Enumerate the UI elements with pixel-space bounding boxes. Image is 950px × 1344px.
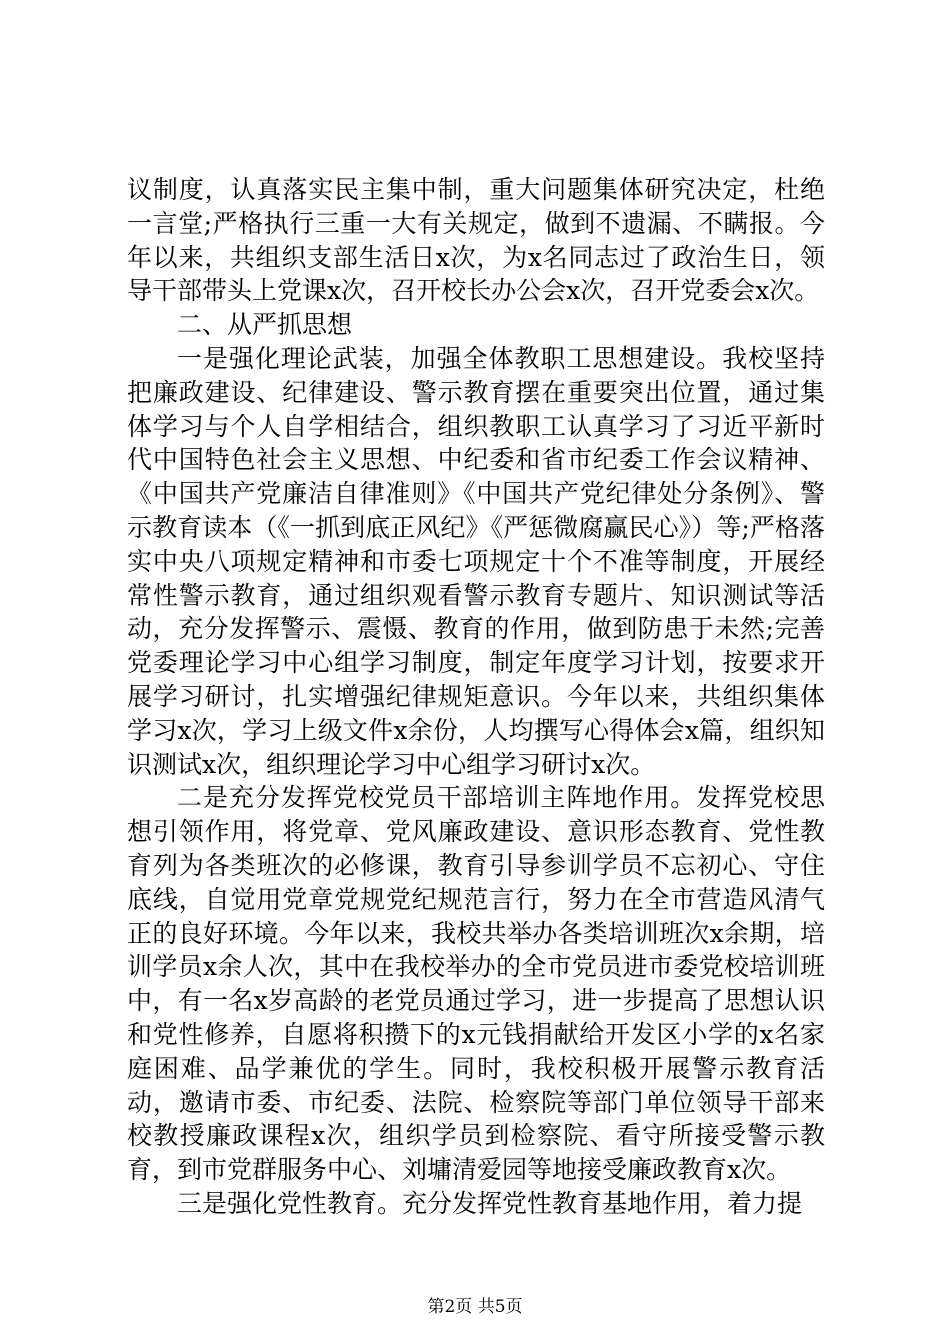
paragraph-party-spirit-education: 三是强化党性教育。充分发挥党性教育基地作用，着力提 [177,1188,803,1218]
page-footer: 第2页 共5页 [427,1297,523,1317]
section-heading: 二、从严抓思想 [177,310,353,340]
document-body [127,173,825,1221]
paragraph-theory-study: 一是强化理论武装，加强全体教职工思想建设。我校坚持把廉政建设、纪律建设、警示教育摆在重要突出位置，通过集体学习与个人自学相结合，组织教职工认真学习了习近平新时代中国特色社会主义思想、中纪委和省市纪委工作会议精神、《中国共产党廉洁自律准则》《中国共产党纪律处分条例》、警示教育读本（《一抓到底正风纪》《严惩微腐赢民心》）等;严格落实中央八项规定精神和市委七项规定十个不准等制度，开展经常性警示教育，通过组织观看警示教育专题片、知识测试等活动，充分发挥警示、震慑、教育的作用，做到防患于未然;完善党委理论学习中心组学习制度，制定年度学习计划，按要求开展学习研讨，扎实增强纪律规矩意识。今年以来，共组织集体学习x次，学习上级文件x余份，人均撰写心得体会x篇，组织知识测试x次，组织理论学习中心组学习研讨x次。 [127,343,825,779]
paragraph-continuation: 议制度，认真落实民主集中制，重大问题集体研究决定，杜绝一言堂;严格执行三重一大有关规定，做到不遗漏、不瞒报。今年以来，共组织支部生活日x次，为x名同志过了政治生日，领导干部带头上党课x次，召开校长办公会x次，召开党委会x次。 [127,175,825,306]
paragraph-party-school-training: 二是充分发挥党校党员干部培训主阵地作用。发挥党校思想引领作用，将党章、党风廉政建设、意识形态教育、党性教育列为各类班次的必修课，教育引导参训学员不忘初心、守住底线，自觉用党章党规党纪规范言行，努力在全市营造风清气正的良好环境。今年以来，我校共举办各类培训班次x余期，培训学员x余人次，其中在我校举办的全市党员进市委党校培训班中，有一名x岁高龄的老党员通过学习，进一步提高了思想认识和党性修养，自愿将积攒下的x元钱捐献给开发区小学的x名家庭困难、品学兼优的学生。同时，我校积极开展警示教育活动，邀请市委、市纪委、法院、检察院等部门单位领导干部来校教授廉政课程x次，组织学员到检察院、看守所接受警示教育，到市党群服务中心、刘墉清爱园等地接受廉政教育x次。 [127,783,825,1185]
